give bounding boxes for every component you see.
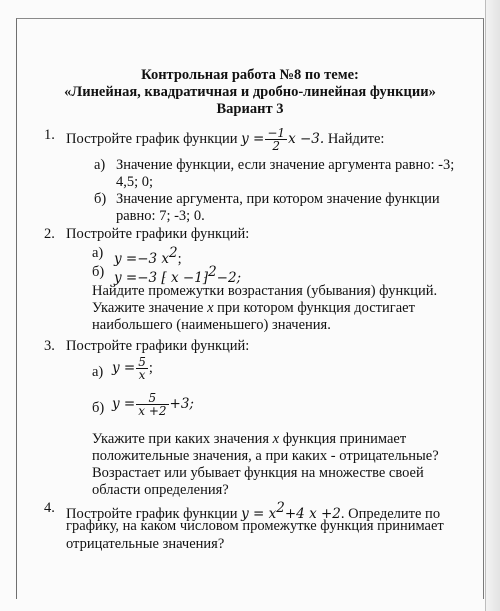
task-1-formula-rest: x −3. <box>288 130 325 147</box>
task-3-line-3: Возрастает или убывает функция на множестве своей <box>92 465 424 481</box>
task-4-formula-base: y = x <box>241 505 277 522</box>
task-2a-label: а) <box>92 245 104 261</box>
task-3a-end: ; <box>148 359 153 376</box>
task-3-line-1-pre: Укажите при каких значения <box>92 431 273 447</box>
task-1-frac-den: 2 <box>272 139 281 153</box>
task-3a-label: а) <box>92 364 104 380</box>
task-3-line-4: области определения? <box>92 482 229 498</box>
task-3a-lhs: y = <box>112 359 136 376</box>
task-3a-num: 5 <box>138 355 146 369</box>
task-4-line-3: отрицательные значения? <box>66 536 225 552</box>
title-variant: Вариант 3 <box>216 101 284 117</box>
task-2-line-3: наибольшего (наименьшего) значения. <box>92 317 331 333</box>
task-4-number: 4. <box>44 500 55 516</box>
task-4-formula-exp: 2 <box>276 500 285 516</box>
task-4-text-after: . Определите по <box>340 505 441 522</box>
task-1-fraction <box>265 127 287 152</box>
task-1a-line-1: Значение функции, если значение аргумента равно: -3; <box>116 157 455 173</box>
task-2-line-1: Найдите промежутки возрастания (убывания) функций. <box>92 283 438 299</box>
task-1-number: 1. <box>44 127 55 143</box>
task-4-line-2: графику, на каком числовом промежутке функция принимает <box>66 518 444 534</box>
task-2-line-2 <box>92 300 415 317</box>
task-1-frac-num: −1 <box>267 126 286 140</box>
task-2a-formula-base: y =−3 x <box>114 250 170 267</box>
task-3b-fraction <box>136 392 168 417</box>
task-1b-line-1: Значение аргумента, при котором значение функции <box>116 191 440 207</box>
task-4-formula-end: +4 x +2 <box>284 505 341 522</box>
task-1-formula-lhs: y = <box>241 130 265 147</box>
task-2b-formula-base: y =−3 ⁅ x −1⁆ <box>114 269 209 286</box>
task-3-line-2: положительные значения, а при каких - отрицательные? <box>92 448 439 464</box>
task-3a-formula <box>112 356 153 381</box>
title-line-1: Контрольная работа №8 по теме: <box>141 67 359 83</box>
task-2b-formula-end: −2; <box>216 269 242 286</box>
task-2-line-2-post: при котором функция достигает <box>213 300 415 316</box>
task-3b-label: б) <box>92 400 105 416</box>
task-3b-end: +3; <box>169 395 194 412</box>
task-1b-line-2: равно: 7; -3; 0. <box>116 208 205 224</box>
task-1-text: Постройте график функции <box>66 130 238 147</box>
task-3-line-1-post: функция принимает <box>279 431 407 447</box>
task-4-text: Постройте график функции <box>66 505 242 522</box>
task-3b-den: x +2 <box>138 404 167 418</box>
task-1a-line-2: 4,5; 0; <box>116 174 154 190</box>
task-3-heading: Постройте графики функций: <box>66 338 250 354</box>
task-3b-formula <box>112 392 194 417</box>
task-1-text-after: Найдите: <box>324 130 385 147</box>
task-3a-fraction <box>136 356 148 381</box>
task-2-line-2-pre: Укажите значение <box>92 300 208 316</box>
task-2a-formula-end: ; <box>177 250 182 267</box>
task-2a-formula-exp: 2 <box>169 245 178 261</box>
task-2-number: 2. <box>44 226 55 242</box>
task-1-heading <box>66 127 384 152</box>
task-3b-num: 5 <box>136 392 168 405</box>
task-2b-label: б) <box>92 264 105 280</box>
task-1a-label: а) <box>94 157 106 173</box>
task-3b-lhs: y = <box>112 395 136 412</box>
task-1b-label: б) <box>94 191 107 207</box>
task-2-line-2-var: x <box>207 300 214 316</box>
task-3-line-1 <box>92 431 406 448</box>
task-3-line-1-var: x <box>272 431 280 447</box>
task-2b-formula-exp: 2 <box>208 264 217 280</box>
task-3-number: 3. <box>44 338 55 354</box>
title-line-2: «Линейная, квадратичная и дробно-линейная функции» <box>64 84 436 100</box>
task-3a-den: x <box>138 368 146 382</box>
task-2-heading: Постройте графики функций: <box>66 226 250 242</box>
